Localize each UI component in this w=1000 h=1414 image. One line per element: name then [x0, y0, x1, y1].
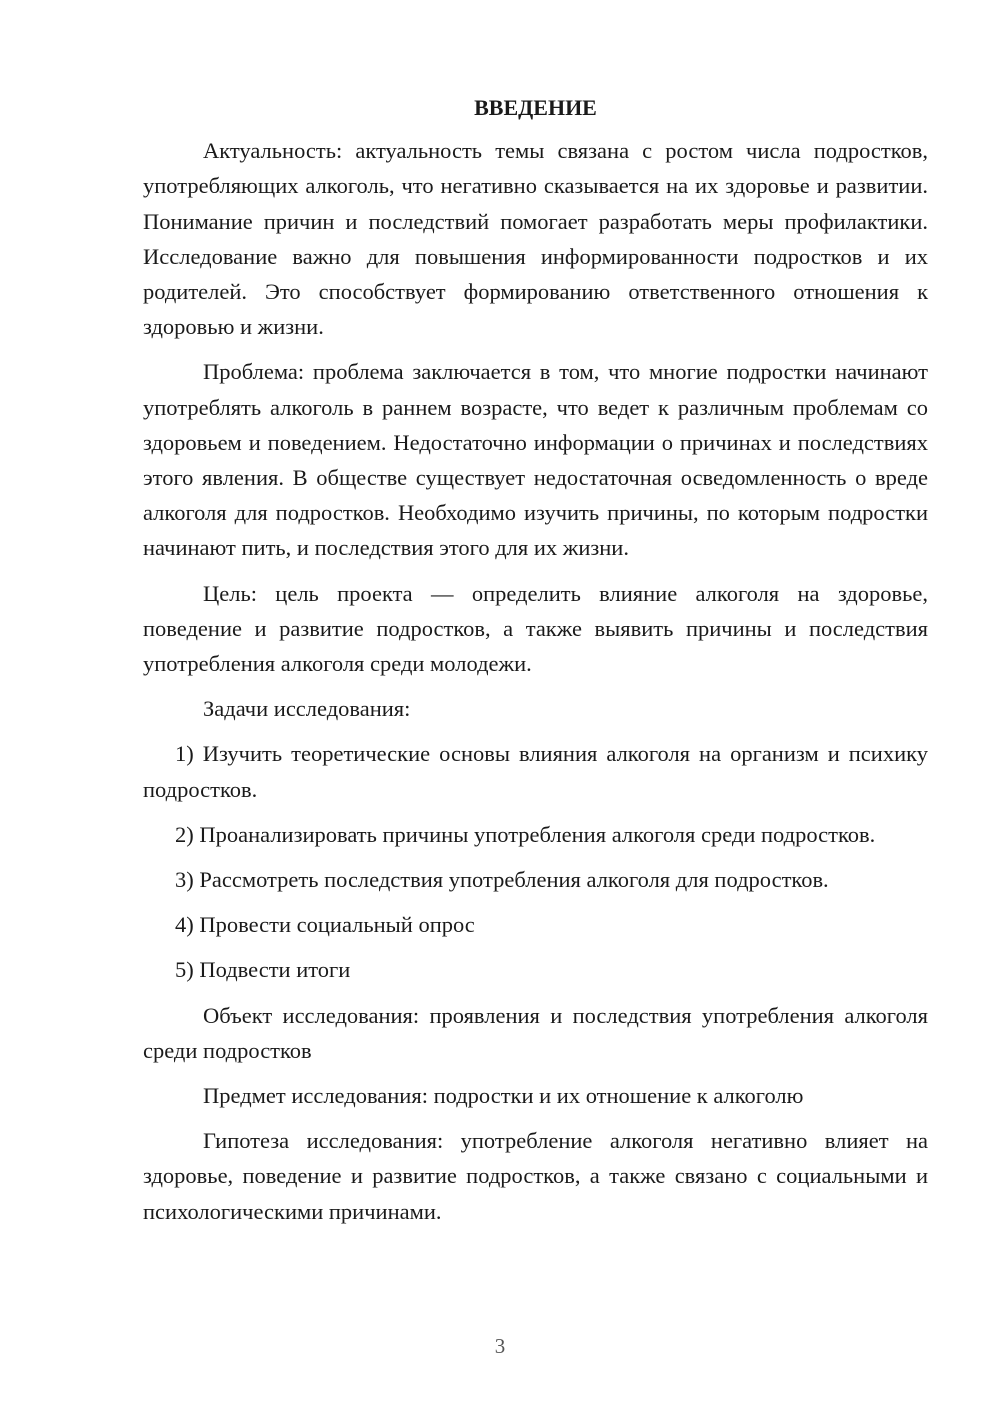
paragraph-hypothesis: Гипотеза исследования: употребление алкоголя негативно влияет на здоровье, поведение и развитие подростков, а также связано с социальными и психологическими причинами.: [143, 1128, 928, 1224]
paragraph-subject: Предмет исследования: подростки и их отношение к алкоголю: [203, 1083, 804, 1109]
tasks-heading: Задачи исследования:: [203, 696, 411, 722]
paragraph-relevance: Актуальность: актуальность темы связана с ростом числа подростков, употребляющих алкоголь, что негативно сказывается на их здоровье и развитии. Понимание причин и последствий помогает разработать меры профилактики. Исследование важно для повышения информированности подростков и их родителей. Это способствует формированию ответственного отношения к здоровью и жизни.: [143, 138, 928, 340]
paragraph-goal: Цель: цель проекта — определить влияние алкоголя на здоровье, поведение и развитие подростков, а также выявить причины и последствия употребления алкоголя среди молодежи.: [143, 580, 928, 677]
page-title: ВВЕДЕНИЕ: [474, 95, 597, 120]
task-item-3: 3) Рассмотреть последствия употребления алкоголя для подростков.: [175, 867, 829, 893]
task-item-5: 5) Подвести итоги: [175, 957, 351, 983]
paragraph-object: Объект исследования: проявления и последствия употребления алкоголя среди подростков: [143, 1002, 928, 1063]
page-number: 3: [494, 1334, 506, 1358]
paragraph-problem: Проблема: проблема заключается в том, что многие подростки начинают употреблять алкоголь в раннем возрасте, что ведет к различным проблемам со здоровьем и поведением. Недостаточно информации о причинах и последствиях этого явления. В обществе существует недостаточная осведомленность о вреде алкоголя для подростков. Необходимо изучить причины, по которым подростки начинают пить, и последствия этого для их жизни.: [143, 359, 928, 561]
document-page: [143, 90, 928, 1239]
task-item-4: 4) Провести социальный опрос: [175, 912, 475, 938]
task-item-1: 1) Изучить теоретические основы влияния алкоголя на организм и психику подростков.: [143, 741, 928, 802]
task-item-2: 2) Проанализировать причины употребления алкоголя среди подростков.: [175, 821, 876, 847]
